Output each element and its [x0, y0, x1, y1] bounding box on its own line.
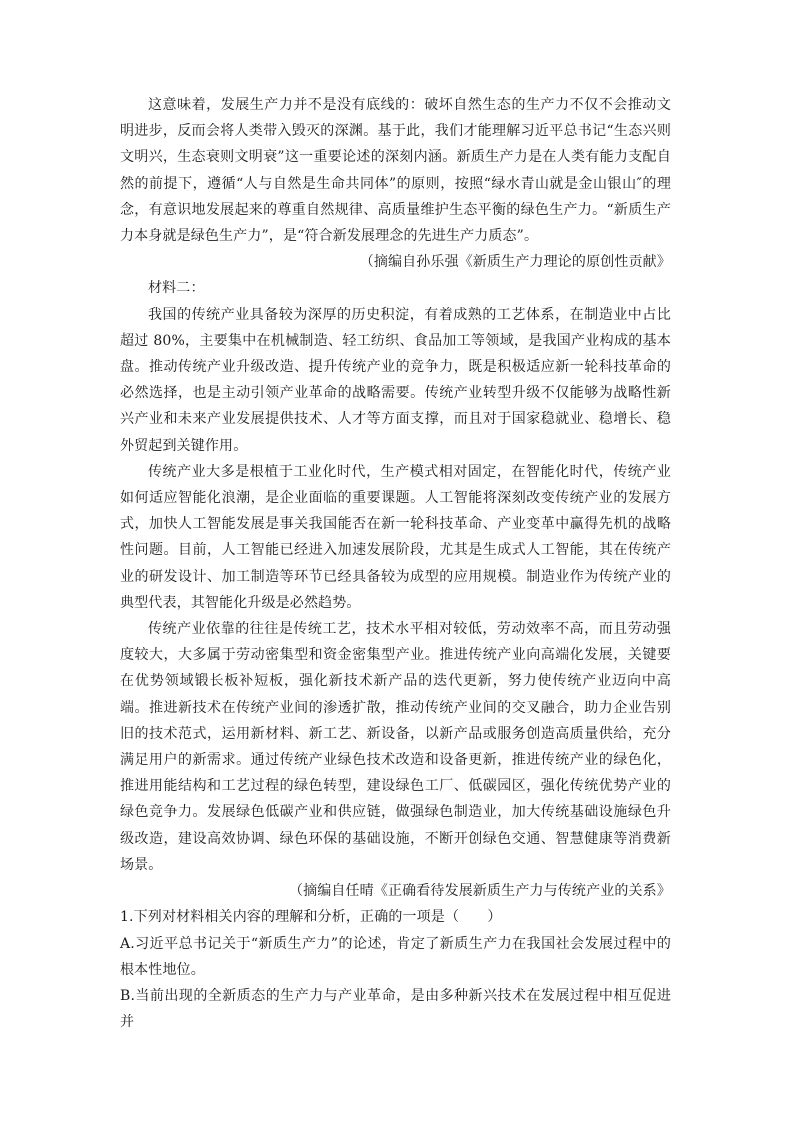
source-citation-1: （摘编自孙乐强《新质生产力理论的原创性贡献》 — [359, 254, 671, 271]
source-citation-2: （摘编自任晴《正确看待发展新质生产力与传统产业的关系》 — [288, 883, 671, 900]
paragraph-1: 这意味着，发展生产力并不是没有底线的：破坏自然生态的生产力不仅不会推动文明进步，反而会将人类带入毁灭的深渊。基于此，我们才能理解习近平总书记“生态兴则文明兴，生态衰则文明衰”这一重要论述的深刻内涵。新质生产力是在人类有能力支配自然的前提下，遵循“人与自然是生命共同体”的原则，按照“绿水青山就是金山银山″的理念，有意识地发展起来的尊重自然规律、高质量维护生态平衡的绿色生产力。“新质生产力本身就是绿色生产力”，是“符合新发展理念的先进生产力质态”。 — [120, 97, 671, 245]
document-page — [120, 92, 671, 1035]
question-option-b: B.当前出现的全新质态的生产力与产业革命，是由多种新兴技术在发展过程中相互促进并 — [120, 987, 671, 1031]
question-stem: 1.下列对材料相关内容的理解和分析，正确的一项是（ ） — [120, 909, 502, 926]
paragraph-4: 传统产业依靠的往往是传统工艺，技术水平相对较低，劳动效率不高，而且劳动强度较大，大多属于劳动密集型和资金密集型产业。推进传统产业向高端化发展，关键要在优势领域锻长板补短板，强化新技术新产品的迭代更新，努力使传统产业迈向中高端。推进新技术在传统产业间的渗透扩散，推动传统产业间的交叉融合，助力企业告别旧的技术范式，运用新材料、新工艺、新设备，以新产品或服务创造高质量供给，充分满足用户的新需求。通过传统产业绿色技术改造和设备更新，推进传统产业的绿色化，推进用能结构和工艺过程的绿色转型，建设绿色工厂、低碳园区，强化传统优势产业的绿色竞争力。发展绿色低碳产业和供应链，做强绿色制造业，加大传统基础设施绿色升级改造，建设高效协调、绿色环保的基础设施，不断开创绿色交通、智慧健康等消费新场景。 — [120, 621, 671, 873]
paragraph-2: 我国的传统产业具备较为深厚的历史积淀，有着成熟的工艺体系，在制造业中占比超过 80%，主要集中在机械制造、轻工纺织、食品加工等领域，是我国产业构成的基本盘。推动传统产业升级改造、提升传统产业的竞争力，既是积极适应新一轮科技革命的必然选择，也是主动引领产业革命的战略需要。传统产业转型升级不仅能够为战略性新兴产业和未来产业发展提供技术、人才等方面支撑，而且对于国家稳就业、稳增长、稳外贸起到关键作用。 — [120, 306, 671, 454]
paragraph-3: 传统产业大多是根植于工业化时代，生产模式相对固定，在智能化时代，传统产业如何适应智能化浪潮，是企业面临的重要课题。人工智能将深刻改变传统产业的发展方式，加快人工智能发展是事关我国能否在新一轮科技革命、产业变革中赢得先机的战略性问题。目前，人工智能已经进入加速发展阶段，尤其是生成式人工智能，其在传统产业的研发设计、加工制造等环节已经具备较为成型的应用规模。制造业作为传统产业的典型代表，其智能化升级是必然趋势。 — [120, 463, 671, 611]
question-option-a: A.习近平总书记关于“新质生产力”的论述，肯定了新质生产力在我国社会发展过程中的根本性地位。 — [120, 935, 671, 978]
material-2-heading: 材料二： — [148, 280, 205, 297]
